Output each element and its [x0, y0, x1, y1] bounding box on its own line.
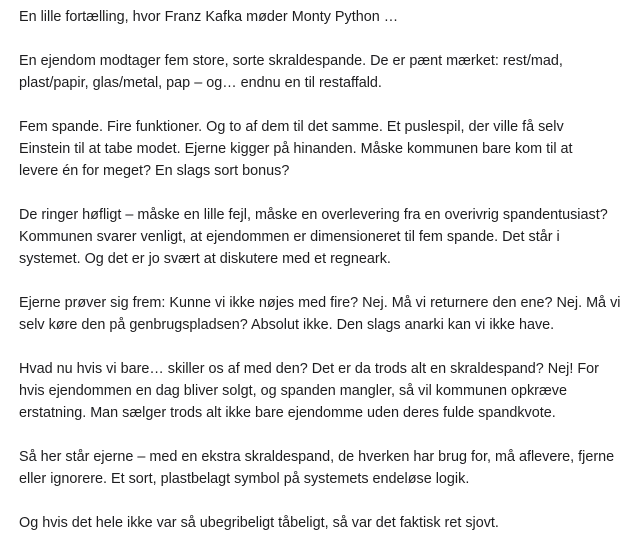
paragraph-puzzle: Fem spande. Fire funktioner. Og to af dem til det samme. Et puslespil, der ville få selv Einstein til at tabe modet. Ejerne kigger på hinanden. Måske kommunen bare kom til at levere én for meget? En slags sort bonus?: [19, 119, 573, 179]
paragraph-call: De ringer høfligt – måske en lille fejl, måske en overlevering fra en overivrig spandentusiast? Kommunen svarer venligt, at ejendommen er dimensioneret til fem spande. Det står i systemet. Og det er jo svært at diskutere med et regneark.: [19, 207, 608, 267]
paragraph-disposal: Hvad nu hvis vi bare… skiller os af med den? Det er da trods alt en skraldespand? Nej! For hvis ejendommen en dag bliver solgt, og spanden mangler, så vil kommunen opkræve erstatning. Man sælger trods alt ikke bare ejendomme uden deres fulde spandkvote.: [19, 361, 599, 421]
paragraph-attempts: Ejerne prøver sig frem: Kunne vi ikke nøjes med fire? Nej. Må vi returnere den ene? Nej. Må vi selv køre den på genbrugspladsen? Absolut ikke. Den slags anarki kan vi ikke have.: [19, 295, 621, 333]
paragraph-intro: En lille fortælling, hvor Franz Kafka møder Monty Python …: [19, 9, 399, 25]
paragraph-predicament: Så her står ejerne – med en ekstra skraldespand, de hverken har brug for, må aflevere, fjerne eller ignorere. Et sort, plastbelagt symbol på systemets endeløse logik.: [19, 449, 615, 487]
paragraph-bins: En ejendom modtager fem store, sorte skraldespande. De er pænt mærket: rest/mad, plast/papir, glas/metal, pap – og… endnu en til restaffald.: [19, 53, 563, 91]
paragraph-conclusion: Og hvis det hele ikke var så ubegribeligt tåbeligt, så var det faktisk ret sjovt.: [19, 515, 499, 531]
